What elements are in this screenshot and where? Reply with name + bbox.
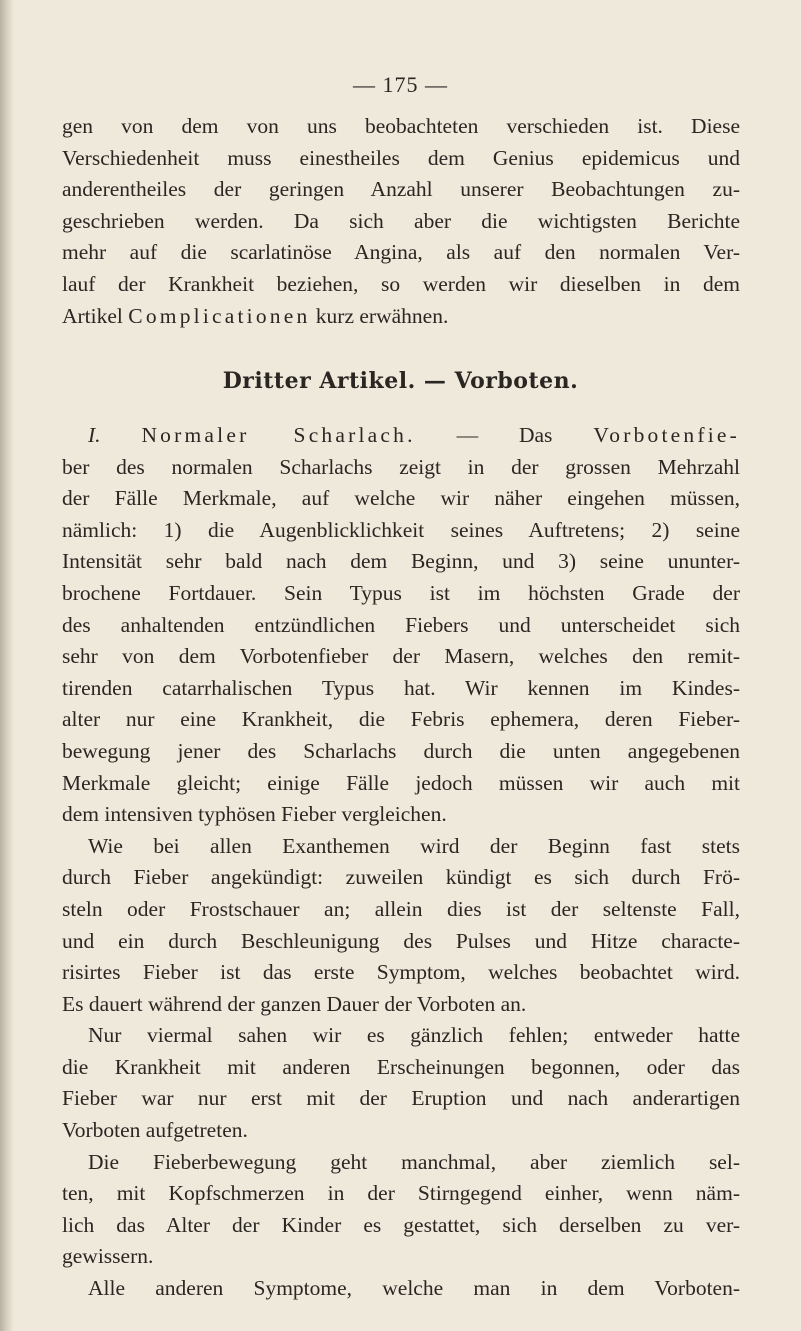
- text-line: des anhaltenden entzündlichen Fiebers und unterscheidet sich: [62, 612, 740, 637]
- text-line: sehr von dem Vorbotenfieber der Masern, welches den remit-: [62, 644, 740, 669]
- intro-last-before: Artikel: [62, 303, 129, 328]
- section-heading: Dritter Artikel. — Vorboten.: [222, 368, 579, 394]
- text-line: der Fälle Merkmale, auf welche wir näher eingehen müssen,: [62, 486, 740, 511]
- text-line: gen von dem von uns beobachteten verschieden ist. Diese: [62, 114, 740, 138]
- text-line: bewegung jener des Scharlachs durch die unten angegebenen: [62, 738, 740, 763]
- text-line: alter nur eine Krankheit, die Febris ephemera, deren Fieber-: [62, 707, 740, 732]
- text-line: die Krankheit mit anderen Erscheinungen begonnen, oder das: [62, 1054, 740, 1079]
- text-line: gewissern.: [62, 1244, 154, 1269]
- text-line: tirenden catarrhalischen Typus hat. Wir kennen im Kindes-: [62, 675, 740, 700]
- text-line: anderentheiles der geringen Anzahl unserer Beobachtungen zu-: [62, 177, 740, 202]
- text-line: Alle anderen Symptome, welche man in dem Vorboten-: [88, 1276, 740, 1301]
- text-line: ber des normalen Scharlachs zeigt in der grossen Mehrzahl: [62, 454, 740, 479]
- text-line: mehr auf die scarlatinöse Angina, als auf den normalen Ver-: [62, 240, 740, 265]
- text-line: steln oder Frostschauer an; allein dies ist der seltenste Fall,: [62, 896, 740, 921]
- text-line: Merkmale gleicht; einige Fälle jedoch müssen wir auch mit: [62, 770, 740, 795]
- text-line: dem intensiven typhösen Fieber vergleichen.: [62, 802, 447, 827]
- text-line: lich das Alter der Kinder es gestattet, sich derselben zu ver-: [62, 1212, 740, 1237]
- section-first-line: [62, 420, 740, 452]
- section-body: [62, 420, 740, 1305]
- text-line: Fieber war nur erst mit der Eruption und nach anderartigen: [62, 1086, 740, 1111]
- text-line: Nur viermal sahen wir es gänzlich fehlen; entweder hatte: [88, 1023, 740, 1048]
- body-lines: [62, 452, 740, 1305]
- text-line: [62, 301, 740, 333]
- intro-paragraph: [62, 111, 740, 332]
- text-line: Verschiedenheit muss einestheiles dem Genius epidemicus und: [62, 145, 740, 170]
- text-line: brochene Fortdauer. Sein Typus ist im höchsten Grade der: [62, 580, 740, 605]
- text-line: Es dauert während der ganzen Dauer der Vorboten an.: [62, 991, 527, 1016]
- text-line: ten, mit Kopfschmerzen in der Stirngegend einher, wenn näm-: [62, 1181, 740, 1206]
- text-line: risirtes Fieber ist das erste Symptom, welches beobachtet wird.: [62, 960, 740, 985]
- text-line: lauf der Krankheit beziehen, so werden wir dieselben in dem: [62, 271, 740, 296]
- text-line: Vorboten aufgetreten.: [62, 1118, 248, 1143]
- text-line: Wie bei allen Exanthemen wird der Beginn fast stets: [88, 833, 740, 858]
- page-number: — 175 —: [353, 72, 448, 97]
- page-edge-shadow: [0, 0, 14, 1331]
- intro-last-after: kurz erwähnen.: [310, 303, 449, 328]
- text-line: und ein durch Beschleunigung des Pulses und Hitze characte-: [62, 928, 740, 953]
- spaced-term-normaler-scharlach: Normaler Scharlach.: [141, 423, 416, 447]
- text-line: nämlich: 1) die Augenblicklichkeit seines Auftretens; 2) seine: [62, 517, 740, 542]
- text-line: Die Fieberbewegung geht manchmal, aber ziemlich sel-: [88, 1149, 740, 1174]
- spaced-term-vorbotenfieber: Vorbotenfie-: [593, 423, 740, 447]
- text-line: Intensität sehr bald nach dem Beginn, und 3) seine ununter-: [62, 549, 740, 574]
- text-line: durch Fieber angekündigt: zuweilen kündigt es sich durch Frö-: [62, 865, 740, 890]
- section-numeral: I.: [88, 423, 101, 447]
- section-dash: — Das: [415, 423, 594, 447]
- text-line: geschrieben werden. Da sich aber die wichtigsten Berichte: [62, 208, 740, 233]
- spaced-term-complicationen: Complicationen: [128, 303, 311, 328]
